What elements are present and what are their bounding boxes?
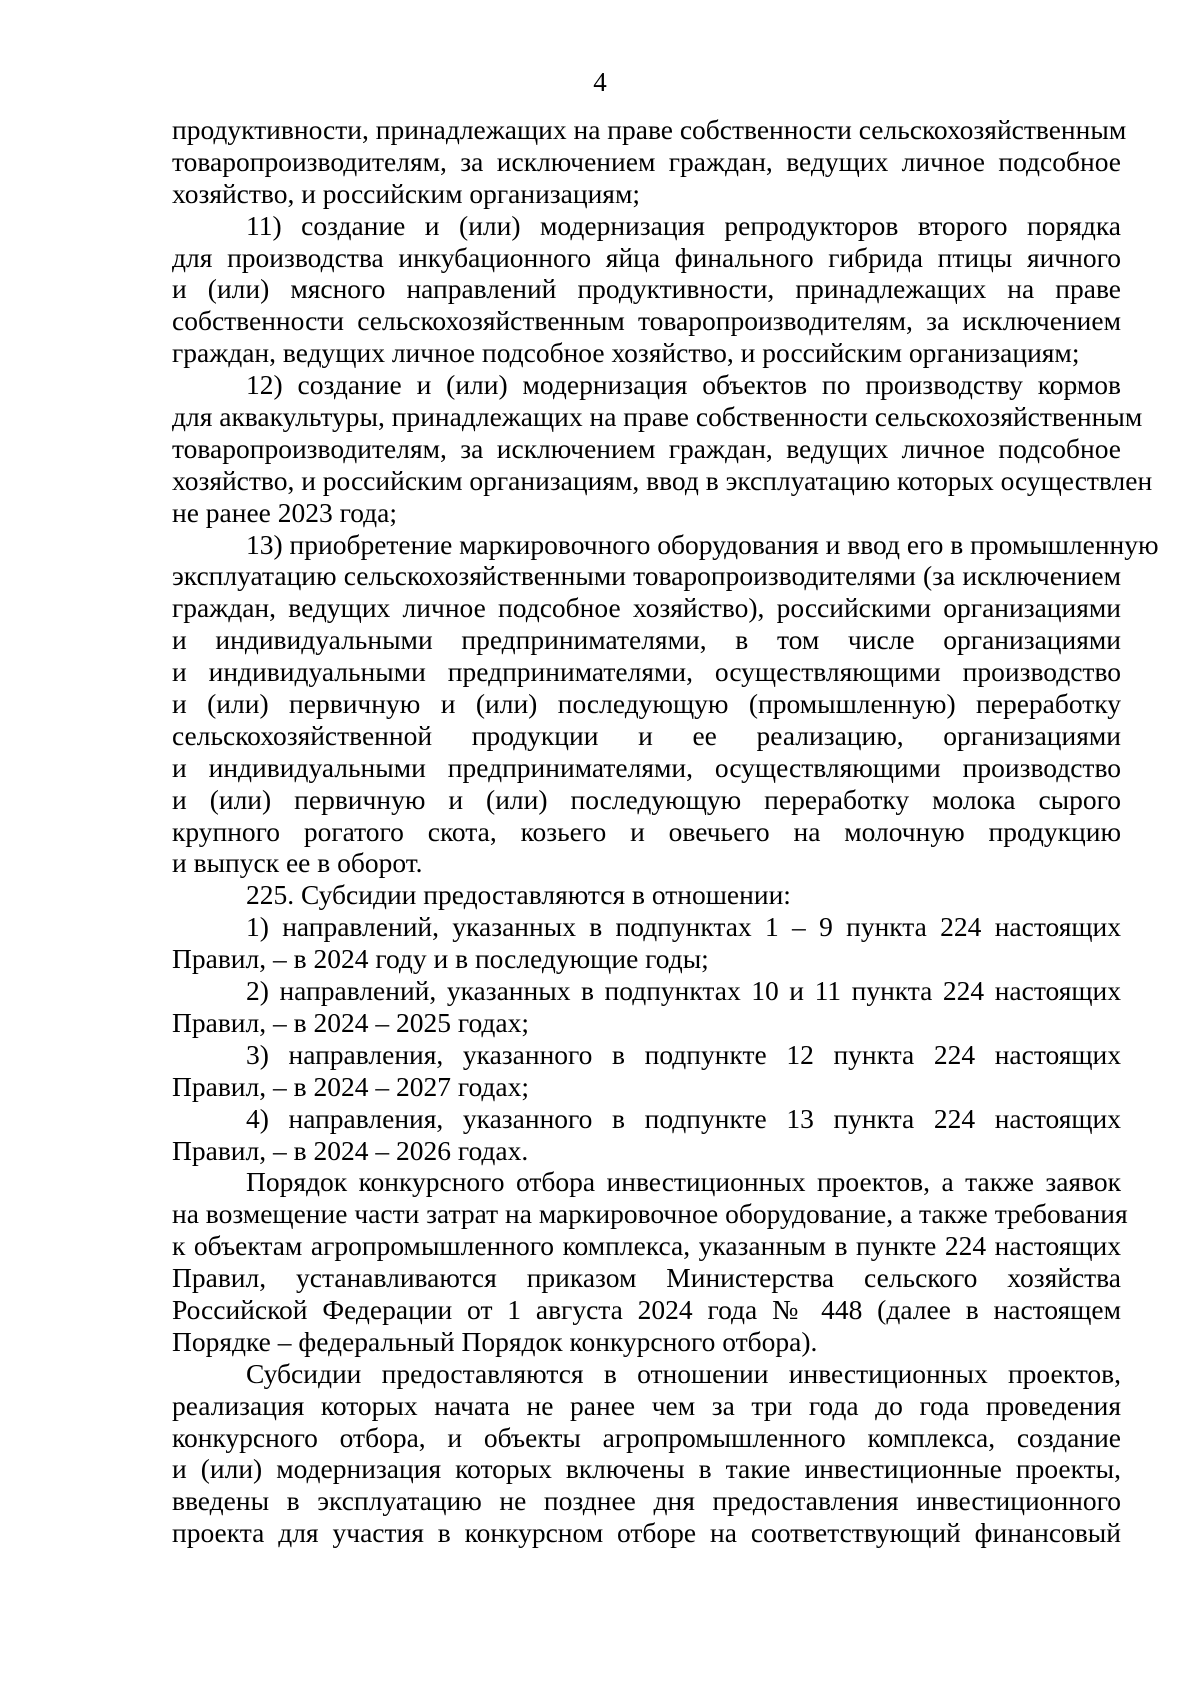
text-line: реализация которых начата не ранее чем за три года до года проведения xyxy=(172,1389,1121,1421)
text-line: 11) создание и (или) модернизация репродукторов второго порядка xyxy=(246,209,1121,241)
text-line: конкурсного отбора, и объекты агропромышленного комплекса, создание xyxy=(172,1421,1121,1453)
text-line: 1) направлений, указанных в подпунктах 1 – 9 пункта 224 настоящих xyxy=(246,911,1121,943)
text-line: 4) направления, указанного в подпункте 13 пункта 224 настоящих xyxy=(246,1102,1121,1134)
text-line: граждан, ведущих личное подсобное хозяйство, и российским организациям; xyxy=(172,337,1080,369)
text-line: к объектам агропромышленного комплекса, указанным в пункте 224 настоящих xyxy=(172,1230,1121,1262)
text-line: и (или) первичную и (или) последующую (промышленную) переработку xyxy=(172,688,1121,720)
paragraph xyxy=(172,114,1127,210)
text-line: хозяйство, и российским организациям, ввод в эксплуатацию которых осуществлен xyxy=(172,464,1153,496)
text-line: введены в эксплуатацию не позднее дня предоставления инвестиционного xyxy=(172,1485,1121,1517)
text-line: Правил, – в 2024 – 2025 годах; xyxy=(172,1006,529,1038)
page-number: 4 xyxy=(593,67,607,97)
text-line: и индивидуальными предпринимателями, в том числе организациями xyxy=(172,624,1121,656)
text-line: собственности сельскохозяйственным товаропроизводителям, за исключением xyxy=(172,305,1121,337)
text-line: Порядок конкурсного отбора инвестиционных проектов, а также заявок xyxy=(246,1166,1121,1198)
document-body xyxy=(172,114,1159,1549)
text-line: и (или) первичную и (или) последующую переработку молока сырого xyxy=(172,783,1121,815)
text-line: и выпуск ее в оборот. xyxy=(172,847,423,879)
text-line: и (или) модернизация которых включены в такие инвестиционные проекты, xyxy=(172,1453,1121,1485)
text-line: 2) направлений, указанных в подпунктах 10 и 11 пункта 224 настоящих xyxy=(246,975,1121,1007)
text-line: товаропроизводителям, за исключением граждан, ведущих личное подсобное xyxy=(172,432,1121,464)
text-line: 12) создание и (или) модернизация объектов по производству кормов xyxy=(246,369,1121,401)
text-line: эксплуатацию сельскохозяйственными товаропроизводителями (за исключением xyxy=(172,560,1121,592)
paragraph xyxy=(172,1166,1128,1357)
text-line: товаропроизводителям, за исключением граждан, ведущих личное подсобное xyxy=(172,145,1121,177)
text-line: Правил, – в 2024 году и в последующие годы; xyxy=(172,943,709,975)
text-line: 13) приобретение маркировочного оборудования и ввод его в промышленную xyxy=(246,528,1159,560)
paragraph xyxy=(172,210,1121,369)
text-line: Правил, – в 2024 – 2026 годах. xyxy=(172,1134,529,1166)
text-line: Правил, устанавливаются приказом Министерства сельского хозяйства xyxy=(172,1262,1121,1294)
paragraph xyxy=(172,975,1121,1039)
paragraph xyxy=(172,1103,1121,1167)
text-line: 225. Субсидии предоставляются в отношении: xyxy=(246,879,791,911)
text-line: и индивидуальными предпринимателями, осуществляющими производство xyxy=(172,751,1121,783)
text-line: на возмещение части затрат на маркировочное оборудование, а также требования xyxy=(172,1198,1128,1230)
paragraph xyxy=(172,911,1121,975)
text-line: Правил, – в 2024 – 2027 годах; xyxy=(172,1070,529,1102)
paragraph xyxy=(172,1358,1121,1549)
text-line: продуктивности, принадлежащих на праве собственности сельскохозяйственным xyxy=(172,114,1127,145)
text-line: хозяйство, и российским организациям; xyxy=(172,177,640,209)
text-line: и (или) мясного направлений продуктивности, принадлежащих на праве xyxy=(172,273,1121,305)
paragraph xyxy=(172,1039,1121,1103)
text-line: крупного рогатого скота, козьего и овечьего на молочную продукцию xyxy=(172,815,1121,847)
text-line: граждан, ведущих личное подсобное хозяйство), российскими организациями xyxy=(172,592,1121,624)
paragraph xyxy=(172,528,1159,880)
text-line: сельскохозяйственной продукции и ее реализацию, организациями xyxy=(172,719,1121,751)
text-line: не ранее 2023 года; xyxy=(172,496,398,528)
text-line: Субсидии предоставляются в отношении инвестиционных проектов, xyxy=(246,1357,1121,1389)
text-line: Российской Федерации от 1 августа 2024 года № 448 (далее в настоящем xyxy=(172,1293,1121,1325)
text-line: 3) направления, указанного в подпункте 12 пункта 224 настоящих xyxy=(246,1038,1121,1070)
paragraph xyxy=(172,369,1153,528)
paragraph xyxy=(172,879,1121,911)
text-line: и индивидуальными предпринимателями, осуществляющими производство xyxy=(172,656,1121,688)
text-line: проекта для участия в конкурсном отборе на соответствующий финансовый xyxy=(172,1517,1121,1549)
text-line: для аквакультуры, принадлежащих на праве собственности сельскохозяйственным xyxy=(172,401,1143,433)
text-line: Порядке – федеральный Порядок конкурсного отбора). xyxy=(172,1325,818,1357)
text-line: для производства инкубационного яйца финального гибрида птицы яичного xyxy=(172,241,1121,273)
